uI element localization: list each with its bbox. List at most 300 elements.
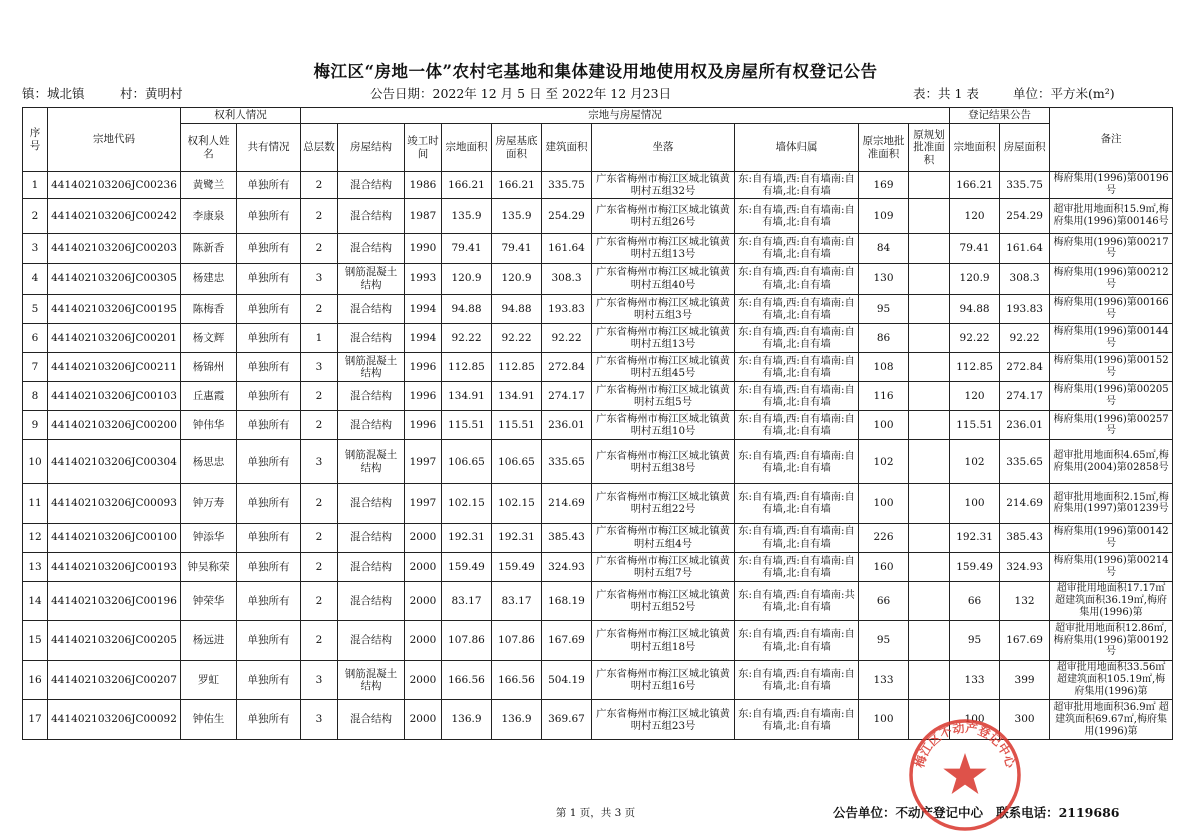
cell-seq: 7 <box>23 352 48 381</box>
cell-orig-approved: 95 <box>859 621 909 661</box>
notice-date: 公告日期：2022年 12 月 5 日 至 2022年 12 月23日 <box>370 86 672 101</box>
cell-share: 单独所有 <box>237 484 301 524</box>
cell-location: 广东省梅州市梅江区城北镇黄明村五组13号 <box>592 234 735 263</box>
cell-build-area: 335.75 <box>542 172 592 199</box>
cell-wall: 东:自有墙,西:自有墙南:自有墙,北:自有墙 <box>735 660 859 700</box>
header-wall: 墙体归属 <box>735 124 859 172</box>
cell-share: 单独所有 <box>237 199 301 234</box>
cell-orig-approved: 86 <box>859 323 909 352</box>
cell-owner: 杨思忠 <box>181 440 237 484</box>
cell-share: 单独所有 <box>237 411 301 440</box>
cell-orig-approved: 116 <box>859 382 909 411</box>
cell-share: 单独所有 <box>237 523 301 552</box>
cell-orig-approved: 108 <box>859 352 909 381</box>
header-row-1 <box>23 108 1173 124</box>
cell-base-area: 94.88 <box>492 294 542 323</box>
cell-code: 441402103206JC00196 <box>48 581 181 621</box>
table-row <box>23 660 1173 700</box>
cell-res-house: 161.64 <box>1000 234 1050 263</box>
table-row <box>23 263 1173 294</box>
cell-plan-approved <box>909 621 950 661</box>
cell-share: 单独所有 <box>237 552 301 581</box>
cell-seq: 9 <box>23 411 48 440</box>
cell-remark: 超审批用地面积17.17㎡ 超建筑面积36.19㎡,梅府集用(1996)第 <box>1050 581 1173 621</box>
cell-location: 广东省梅州市梅江区城北镇黄明村五组4号 <box>592 523 735 552</box>
cell-land-area: 115.51 <box>442 411 492 440</box>
cell-seq: 16 <box>23 660 48 700</box>
cell-res-land: 79.41 <box>950 234 1000 263</box>
cell-location: 广东省梅州市梅江区城北镇黄明村五组45号 <box>592 352 735 381</box>
cell-code: 441402103206JC00100 <box>48 523 181 552</box>
cell-res-land: 159.49 <box>950 552 1000 581</box>
cell-plan-approved <box>909 263 950 294</box>
cell-structure: 混合结构 <box>338 323 405 352</box>
cell-remark: 梅府集用(1996)第00217号 <box>1050 234 1173 263</box>
cell-owner: 罗虹 <box>181 660 237 700</box>
cell-res-house: 272.84 <box>1000 352 1050 381</box>
table-row <box>23 523 1173 552</box>
cell-res-land: 66 <box>950 581 1000 621</box>
table-row <box>23 440 1173 484</box>
cell-structure: 钢筋混凝土结构 <box>338 263 405 294</box>
cell-year: 2000 <box>405 523 442 552</box>
cell-orig-approved: 226 <box>859 523 909 552</box>
cell-code: 441402103206JC00195 <box>48 294 181 323</box>
cell-build-area: 167.69 <box>542 621 592 661</box>
cell-res-land: 92.22 <box>950 323 1000 352</box>
header-base-area: 房屋基底面积 <box>492 124 542 172</box>
cell-build-area: 324.93 <box>542 552 592 581</box>
cell-owner: 杨远进 <box>181 621 237 661</box>
cell-base-area: 166.56 <box>492 660 542 700</box>
cell-res-land: 100 <box>950 484 1000 524</box>
cell-res-house: 308.3 <box>1000 263 1050 294</box>
cell-land-area: 166.56 <box>442 660 492 700</box>
cell-remark: 梅府集用(1996)第00196号 <box>1050 172 1173 199</box>
cell-wall: 东:自有墙,西:自有墙南:自有墙,北:自有墙 <box>735 411 859 440</box>
unit-label: 单位：平方米(m²) <box>1013 86 1115 101</box>
cell-share: 单独所有 <box>237 323 301 352</box>
cell-build-area: 335.65 <box>542 440 592 484</box>
cell-year: 2000 <box>405 581 442 621</box>
cell-share: 单独所有 <box>237 581 301 621</box>
table-row <box>23 234 1173 263</box>
cell-wall: 东:自有墙,西:自有墙南:自有墙,北:自有墙 <box>735 382 859 411</box>
cell-structure: 混合结构 <box>338 234 405 263</box>
header-land-area: 宗地面积 <box>442 124 492 172</box>
cell-floors: 2 <box>301 552 338 581</box>
cell-orig-approved: 160 <box>859 552 909 581</box>
cell-seq: 8 <box>23 382 48 411</box>
cell-location: 广东省梅州市梅江区城北镇黄明村五组23号 <box>592 700 735 740</box>
page-number: 第 1 页，共 3 页 <box>555 807 636 819</box>
cell-plan-approved <box>909 552 950 581</box>
cell-remark: 超审批用地面积4.65㎡,梅府集用(2004)第02858号 <box>1050 440 1173 484</box>
cell-remark: 超审批用地面积2.15㎡,梅府集用(1997)第01239号 <box>1050 484 1173 524</box>
cell-land-area: 136.9 <box>442 700 492 740</box>
cell-year: 1994 <box>405 294 442 323</box>
cell-location: 广东省梅州市梅江区城北镇黄明村五组40号 <box>592 263 735 294</box>
cell-orig-approved: 102 <box>859 440 909 484</box>
cell-build-area: 92.22 <box>542 323 592 352</box>
cell-floors: 2 <box>301 621 338 661</box>
cell-code: 441402103206JC00203 <box>48 234 181 263</box>
cell-year: 2000 <box>405 621 442 661</box>
cell-seq: 11 <box>23 484 48 524</box>
header-floors: 总层数 <box>301 124 338 172</box>
cell-build-area: 308.3 <box>542 263 592 294</box>
cell-wall: 东:自有墙,西:自有墙南:共有墙,北:自有墙 <box>735 581 859 621</box>
cell-build-area: 385.43 <box>542 523 592 552</box>
cell-seq: 15 <box>23 621 48 661</box>
cell-land-area: 166.21 <box>442 172 492 199</box>
header-orig-approved: 原宗地批准面积 <box>859 124 909 172</box>
cell-share: 单独所有 <box>237 621 301 661</box>
cell-seq: 14 <box>23 581 48 621</box>
cell-structure: 混合结构 <box>338 199 405 234</box>
cell-seq: 5 <box>23 294 48 323</box>
cell-year: 2000 <box>405 660 442 700</box>
cell-base-area: 134.91 <box>492 382 542 411</box>
cell-res-land: 166.21 <box>950 172 1000 199</box>
cell-location: 广东省梅州市梅江区城北镇黄明村五组38号 <box>592 440 735 484</box>
table-row <box>23 323 1173 352</box>
cell-code: 441402103206JC00205 <box>48 621 181 661</box>
header-code: 宗地代码 <box>48 108 181 172</box>
cell-floors: 2 <box>301 382 338 411</box>
cell-location: 广东省梅州市梅江区城北镇黄明村五组5号 <box>592 382 735 411</box>
cell-plan-approved <box>909 411 950 440</box>
cell-remark: 梅府集用(1996)第00214号 <box>1050 552 1173 581</box>
cell-code: 441402103206JC00193 <box>48 552 181 581</box>
cell-owner: 丘惠霞 <box>181 382 237 411</box>
cell-location: 广东省梅州市梅江区城北镇黄明村五组22号 <box>592 484 735 524</box>
cell-build-area: 214.69 <box>542 484 592 524</box>
cell-base-area: 120.9 <box>492 263 542 294</box>
cell-share: 单独所有 <box>237 294 301 323</box>
cell-owner: 陈梅香 <box>181 294 237 323</box>
cell-owner: 黄鹭兰 <box>181 172 237 199</box>
cell-structure: 混合结构 <box>338 411 405 440</box>
cell-location: 广东省梅州市梅江区城北镇黄明村五组32号 <box>592 172 735 199</box>
cell-remark: 超审批用地面积33.56㎡超建筑面积105.19㎡,梅府集用(1996)第 <box>1050 660 1173 700</box>
header-build-area: 建筑面积 <box>542 124 592 172</box>
footer-contact <box>833 803 1119 821</box>
cell-build-area: 504.19 <box>542 660 592 700</box>
cell-floors: 2 <box>301 581 338 621</box>
cell-remark: 梅府集用(1996)第00257号 <box>1050 411 1173 440</box>
cell-year: 1996 <box>405 382 442 411</box>
cell-floors: 2 <box>301 172 338 199</box>
cell-res-house: 132 <box>1000 581 1050 621</box>
cell-land-area: 134.91 <box>442 382 492 411</box>
header-land-group: 宗地与房屋情况 <box>301 108 950 124</box>
cell-orig-approved: 100 <box>859 484 909 524</box>
header-remark: 备注 <box>1050 108 1173 172</box>
table-row <box>23 621 1173 661</box>
cell-res-land: 102 <box>950 440 1000 484</box>
seal-star-icon <box>943 753 986 794</box>
cell-plan-approved <box>909 172 950 199</box>
announcing-unit: 公告单位：不动产登记中心 <box>833 805 984 820</box>
cell-base-area: 159.49 <box>492 552 542 581</box>
sheet-count: 表：共 1 表 <box>913 86 979 101</box>
cell-res-land: 120 <box>950 199 1000 234</box>
cell-res-house: 214.69 <box>1000 484 1050 524</box>
cell-base-area: 102.15 <box>492 484 542 524</box>
cell-base-area: 115.51 <box>492 411 542 440</box>
cell-structure: 钢筋混凝土结构 <box>338 352 405 381</box>
cell-year: 1994 <box>405 323 442 352</box>
cell-wall: 东:自有墙,西:自有墙南:自有墙,北:自有墙 <box>735 621 859 661</box>
cell-floors: 3 <box>301 700 338 740</box>
header-res-house: 房屋面积 <box>1000 124 1050 172</box>
cell-res-house: 167.69 <box>1000 621 1050 661</box>
table-row <box>23 172 1173 199</box>
cell-year: 1990 <box>405 234 442 263</box>
cell-structure: 混合结构 <box>338 484 405 524</box>
cell-wall: 东:自有墙,西:自有墙南:自有墙,北:自有墙 <box>735 440 859 484</box>
cell-base-area: 92.22 <box>492 323 542 352</box>
cell-base-area: 135.9 <box>492 199 542 234</box>
header-year: 竣工时间 <box>405 124 442 172</box>
cell-remark: 梅府集用(1996)第00152号 <box>1050 352 1173 381</box>
cell-build-area: 369.67 <box>542 700 592 740</box>
cell-share: 单独所有 <box>237 172 301 199</box>
cell-wall: 东:自有墙,西:自有墙南:自有墙,北:自有墙 <box>735 199 859 234</box>
cell-code: 441402103206JC00211 <box>48 352 181 381</box>
cell-wall: 东:自有墙,西:自有墙南:自有墙,北:自有墙 <box>735 172 859 199</box>
cell-owner: 钟伟华 <box>181 411 237 440</box>
cell-owner: 杨文辉 <box>181 323 237 352</box>
cell-structure: 钢筋混凝土结构 <box>338 440 405 484</box>
cell-floors: 2 <box>301 294 338 323</box>
header-location: 坐落 <box>592 124 735 172</box>
cell-wall: 东:自有墙,西:自有墙南:自有墙,北:自有墙 <box>735 323 859 352</box>
cell-build-area: 236.01 <box>542 411 592 440</box>
registration-table <box>22 107 1173 740</box>
cell-wall: 东:自有墙,西:自有墙南:自有墙,北:自有墙 <box>735 294 859 323</box>
cell-base-area: 192.31 <box>492 523 542 552</box>
cell-location: 广东省梅州市梅江区城北镇黄明村五组3号 <box>592 294 735 323</box>
cell-base-area: 106.65 <box>492 440 542 484</box>
cell-owner: 钟佑生 <box>181 700 237 740</box>
table-row <box>23 411 1173 440</box>
cell-remark: 梅府集用(1996)第00144号 <box>1050 323 1173 352</box>
cell-seq: 1 <box>23 172 48 199</box>
cell-year: 1986 <box>405 172 442 199</box>
cell-res-house: 236.01 <box>1000 411 1050 440</box>
cell-remark: 超审批用地面积36.9㎡ 超建筑面积69.67㎡,梅府集用(1996)第 <box>1050 700 1173 740</box>
cell-base-area: 166.21 <box>492 172 542 199</box>
table-row <box>23 382 1173 411</box>
table-row <box>23 484 1173 524</box>
cell-res-land: 115.51 <box>950 411 1000 440</box>
cell-land-area: 120.9 <box>442 263 492 294</box>
cell-res-house: 335.75 <box>1000 172 1050 199</box>
cell-remark: 梅府集用(1996)第00166号 <box>1050 294 1173 323</box>
cell-plan-approved <box>909 234 950 263</box>
cell-build-area: 161.64 <box>542 234 592 263</box>
cell-share: 单独所有 <box>237 352 301 381</box>
cell-plan-approved <box>909 199 950 234</box>
cell-owner: 钟添华 <box>181 523 237 552</box>
cell-land-area: 94.88 <box>442 294 492 323</box>
cell-floors: 3 <box>301 263 338 294</box>
table-row <box>23 581 1173 621</box>
cell-location: 广东省梅州市梅江区城北镇黄明村五组13号 <box>592 323 735 352</box>
cell-seq: 12 <box>23 523 48 552</box>
cell-floors: 3 <box>301 352 338 381</box>
cell-code: 441402103206JC00093 <box>48 484 181 524</box>
cell-location: 广东省梅州市梅江区城北镇黄明村五组16号 <box>592 660 735 700</box>
cell-land-area: 92.22 <box>442 323 492 352</box>
cell-year: 1997 <box>405 484 442 524</box>
cell-structure: 混合结构 <box>338 294 405 323</box>
cell-structure: 混合结构 <box>338 172 405 199</box>
cell-res-land: 100 <box>950 700 1000 740</box>
cell-remark: 超审批用地面积12.86㎡,梅府集用(1996)第00192号 <box>1050 621 1173 661</box>
cell-remark: 梅府集用(1996)第00142号 <box>1050 523 1173 552</box>
table-row <box>23 552 1173 581</box>
cell-plan-approved <box>909 660 950 700</box>
cell-build-area: 272.84 <box>542 352 592 381</box>
cell-wall: 东:自有墙,西:自有墙南:自有墙,北:自有墙 <box>735 700 859 740</box>
cell-structure: 钢筋混凝土结构 <box>338 660 405 700</box>
cell-seq: 6 <box>23 323 48 352</box>
cell-share: 单独所有 <box>237 660 301 700</box>
cell-code: 441402103206JC00304 <box>48 440 181 484</box>
cell-share: 单独所有 <box>237 263 301 294</box>
cell-year: 1996 <box>405 411 442 440</box>
cell-owner: 钟万寿 <box>181 484 237 524</box>
page-title: 梅江区“房地一体”农村宅基地和集体建设用地使用权及房屋所有权登记公告 <box>313 62 878 81</box>
cell-wall: 东:自有墙,西:自有墙南:自有墙,北:自有墙 <box>735 234 859 263</box>
cell-land-area: 79.41 <box>442 234 492 263</box>
cell-plan-approved <box>909 352 950 381</box>
cell-orig-approved: 100 <box>859 411 909 440</box>
cell-plan-approved <box>909 440 950 484</box>
village-label: 村：黄明村 <box>120 86 183 101</box>
cell-structure: 混合结构 <box>338 552 405 581</box>
cell-share: 单独所有 <box>237 234 301 263</box>
cell-floors: 2 <box>301 484 338 524</box>
cell-res-land: 120.9 <box>950 263 1000 294</box>
cell-base-area: 112.85 <box>492 352 542 381</box>
cell-remark: 超审批用地面积15.9㎡,梅府集用(1996)第00146号 <box>1050 199 1173 234</box>
cell-floors: 3 <box>301 440 338 484</box>
cell-land-area: 192.31 <box>442 523 492 552</box>
table-row <box>23 700 1173 740</box>
cell-orig-approved: 130 <box>859 263 909 294</box>
cell-land-area: 159.49 <box>442 552 492 581</box>
cell-seq: 10 <box>23 440 48 484</box>
cell-wall: 东:自有墙,西:自有墙南:自有墙,北:自有墙 <box>735 523 859 552</box>
cell-res-house: 399 <box>1000 660 1050 700</box>
cell-structure: 混合结构 <box>338 382 405 411</box>
header-share: 共有情况 <box>237 124 301 172</box>
cell-orig-approved: 169 <box>859 172 909 199</box>
cell-plan-approved <box>909 700 950 740</box>
cell-owner: 钟吴称荣 <box>181 552 237 581</box>
cell-location: 广东省梅州市梅江区城北镇黄明村五组26号 <box>592 199 735 234</box>
cell-base-area: 107.86 <box>492 621 542 661</box>
cell-seq: 17 <box>23 700 48 740</box>
cell-plan-approved <box>909 294 950 323</box>
cell-plan-approved <box>909 484 950 524</box>
cell-location: 广东省梅州市梅江区城北镇黄明村五组18号 <box>592 621 735 661</box>
cell-orig-approved: 84 <box>859 234 909 263</box>
cell-owner: 陈新香 <box>181 234 237 263</box>
cell-res-land: 120 <box>950 382 1000 411</box>
cell-wall: 东:自有墙,西:自有墙南:自有墙,北:自有墙 <box>735 484 859 524</box>
cell-remark: 梅府集用(1996)第00205号 <box>1050 382 1173 411</box>
cell-res-house: 193.83 <box>1000 294 1050 323</box>
cell-structure: 混合结构 <box>338 581 405 621</box>
cell-year: 2000 <box>405 552 442 581</box>
cell-build-area: 168.19 <box>542 581 592 621</box>
cell-seq: 13 <box>23 552 48 581</box>
contact-phone: 联系电话：2119686 <box>996 805 1120 820</box>
cell-code: 441402103206JC00103 <box>48 382 181 411</box>
cell-share: 单独所有 <box>237 382 301 411</box>
cell-seq: 4 <box>23 263 48 294</box>
table-row <box>23 294 1173 323</box>
cell-plan-approved <box>909 581 950 621</box>
cell-code: 441402103206JC00092 <box>48 700 181 740</box>
cell-location: 广东省梅州市梅江区城北镇黄明村五组10号 <box>592 411 735 440</box>
table-row <box>23 199 1173 234</box>
cell-base-area: 79.41 <box>492 234 542 263</box>
header-seq: 序号 <box>23 108 48 172</box>
cell-share: 单独所有 <box>237 700 301 740</box>
cell-orig-approved: 133 <box>859 660 909 700</box>
cell-wall: 东:自有墙,西:自有墙南:自有墙,北:自有墙 <box>735 352 859 381</box>
cell-location: 广东省梅州市梅江区城北镇黄明村五组7号 <box>592 552 735 581</box>
cell-floors: 2 <box>301 411 338 440</box>
cell-floors: 1 <box>301 323 338 352</box>
header-structure: 房屋结构 <box>338 124 405 172</box>
cell-build-area: 254.29 <box>542 199 592 234</box>
cell-land-area: 112.85 <box>442 352 492 381</box>
cell-floors: 2 <box>301 199 338 234</box>
cell-floors: 3 <box>301 660 338 700</box>
cell-plan-approved <box>909 382 950 411</box>
cell-location: 广东省梅州市梅江区城北镇黄明村五组52号 <box>592 581 735 621</box>
cell-owner: 钟荣华 <box>181 581 237 621</box>
town-label: 镇：城北镇 <box>22 86 85 101</box>
cell-code: 441402103206JC00200 <box>48 411 181 440</box>
cell-res-house: 335.65 <box>1000 440 1050 484</box>
cell-year: 1996 <box>405 352 442 381</box>
cell-res-house: 92.22 <box>1000 323 1050 352</box>
cell-year: 1997 <box>405 440 442 484</box>
cell-code: 441402103206JC00305 <box>48 263 181 294</box>
cell-code: 441402103206JC00236 <box>48 172 181 199</box>
cell-res-land: 133 <box>950 660 1000 700</box>
cell-seq: 2 <box>23 199 48 234</box>
cell-orig-approved: 66 <box>859 581 909 621</box>
cell-land-area: 102.15 <box>442 484 492 524</box>
cell-res-land: 94.88 <box>950 294 1000 323</box>
cell-land-area: 107.86 <box>442 621 492 661</box>
cell-floors: 2 <box>301 234 338 263</box>
header-row-2 <box>23 124 1173 172</box>
cell-wall: 东:自有墙,西:自有墙南:自有墙,北:自有墙 <box>735 263 859 294</box>
cell-structure: 混合结构 <box>338 700 405 740</box>
cell-code: 441402103206JC00242 <box>48 199 181 234</box>
header-plan-approved: 原规划批准面积 <box>909 124 950 172</box>
